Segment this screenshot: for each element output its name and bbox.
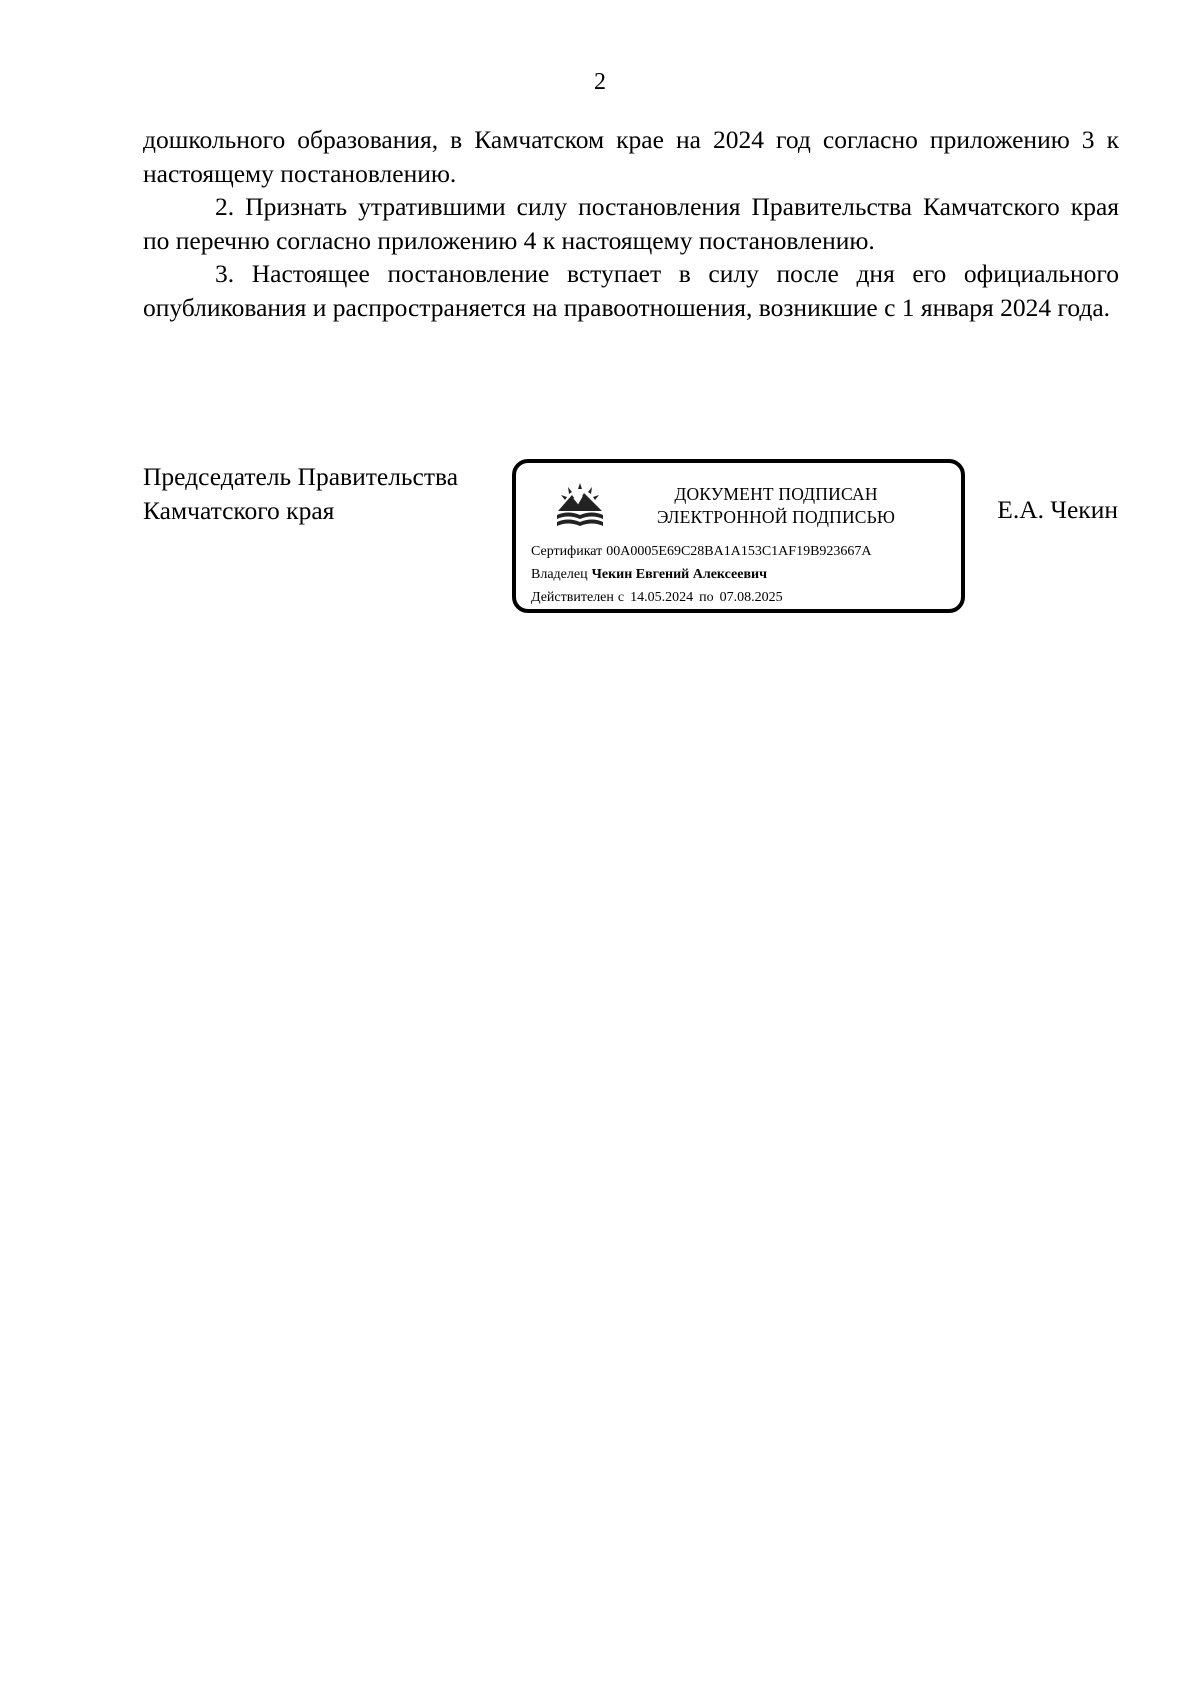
valid-from-date: 14.05.2024 <box>630 590 694 605</box>
stamp-certificate-row <box>531 543 872 561</box>
valid-to-date: 07.08.2025 <box>719 590 783 605</box>
electronic-signature-stamp <box>512 459 965 613</box>
valid-label: Действителен <box>531 590 614 605</box>
certificate-label: Сертификат <box>531 544 603 559</box>
stamp-validity-row <box>531 589 783 607</box>
signer-title-line-1: Председатель Правительства <box>143 462 459 491</box>
kamchatka-coat-of-arms-icon <box>554 481 606 531</box>
valid-from-prefix: с <box>617 590 625 605</box>
paragraph-item-3: 3. Настоящее постановление вступает в силу после дня его официального опубликования и распространяется на правоотношения, возникшие с 1 января 2024 года. <box>143 259 1119 322</box>
owner-value: Чекин Евгений Алексеевич <box>591 567 767 582</box>
valid-to-prefix: по <box>699 590 714 605</box>
owner-label: Владелец <box>531 567 588 582</box>
paragraph-continuation: дошкольного образования, в Камчатском крае на 2024 год согласно приложению 3 к настоящему постановлению. <box>143 125 1119 188</box>
document-body <box>143 123 1119 324</box>
certificate-value: 00A0005E69C28BA1A153C1AF19B923667A <box>606 544 872 559</box>
stamp-header-line-1: ДОКУМЕНТ ПОДПИСАН <box>674 484 878 504</box>
signer-title-line-2: Камчатского края <box>143 495 335 525</box>
page-number: 2 <box>594 69 606 95</box>
stamp-header <box>616 483 936 529</box>
signer-name: Е.А. Чекин <box>997 495 1118 524</box>
stamp-owner-row <box>531 566 767 584</box>
stamp-header-line-2: ЭЛЕКТРОННОЙ ПОДПИСЬЮ <box>656 507 896 527</box>
paragraph-item-2: 2. Признать утратившими силу постановления Правительства Камчатского края по перечню согласно приложению 4 к настоящему постановлению. <box>143 192 1119 255</box>
signer-title <box>143 460 458 527</box>
